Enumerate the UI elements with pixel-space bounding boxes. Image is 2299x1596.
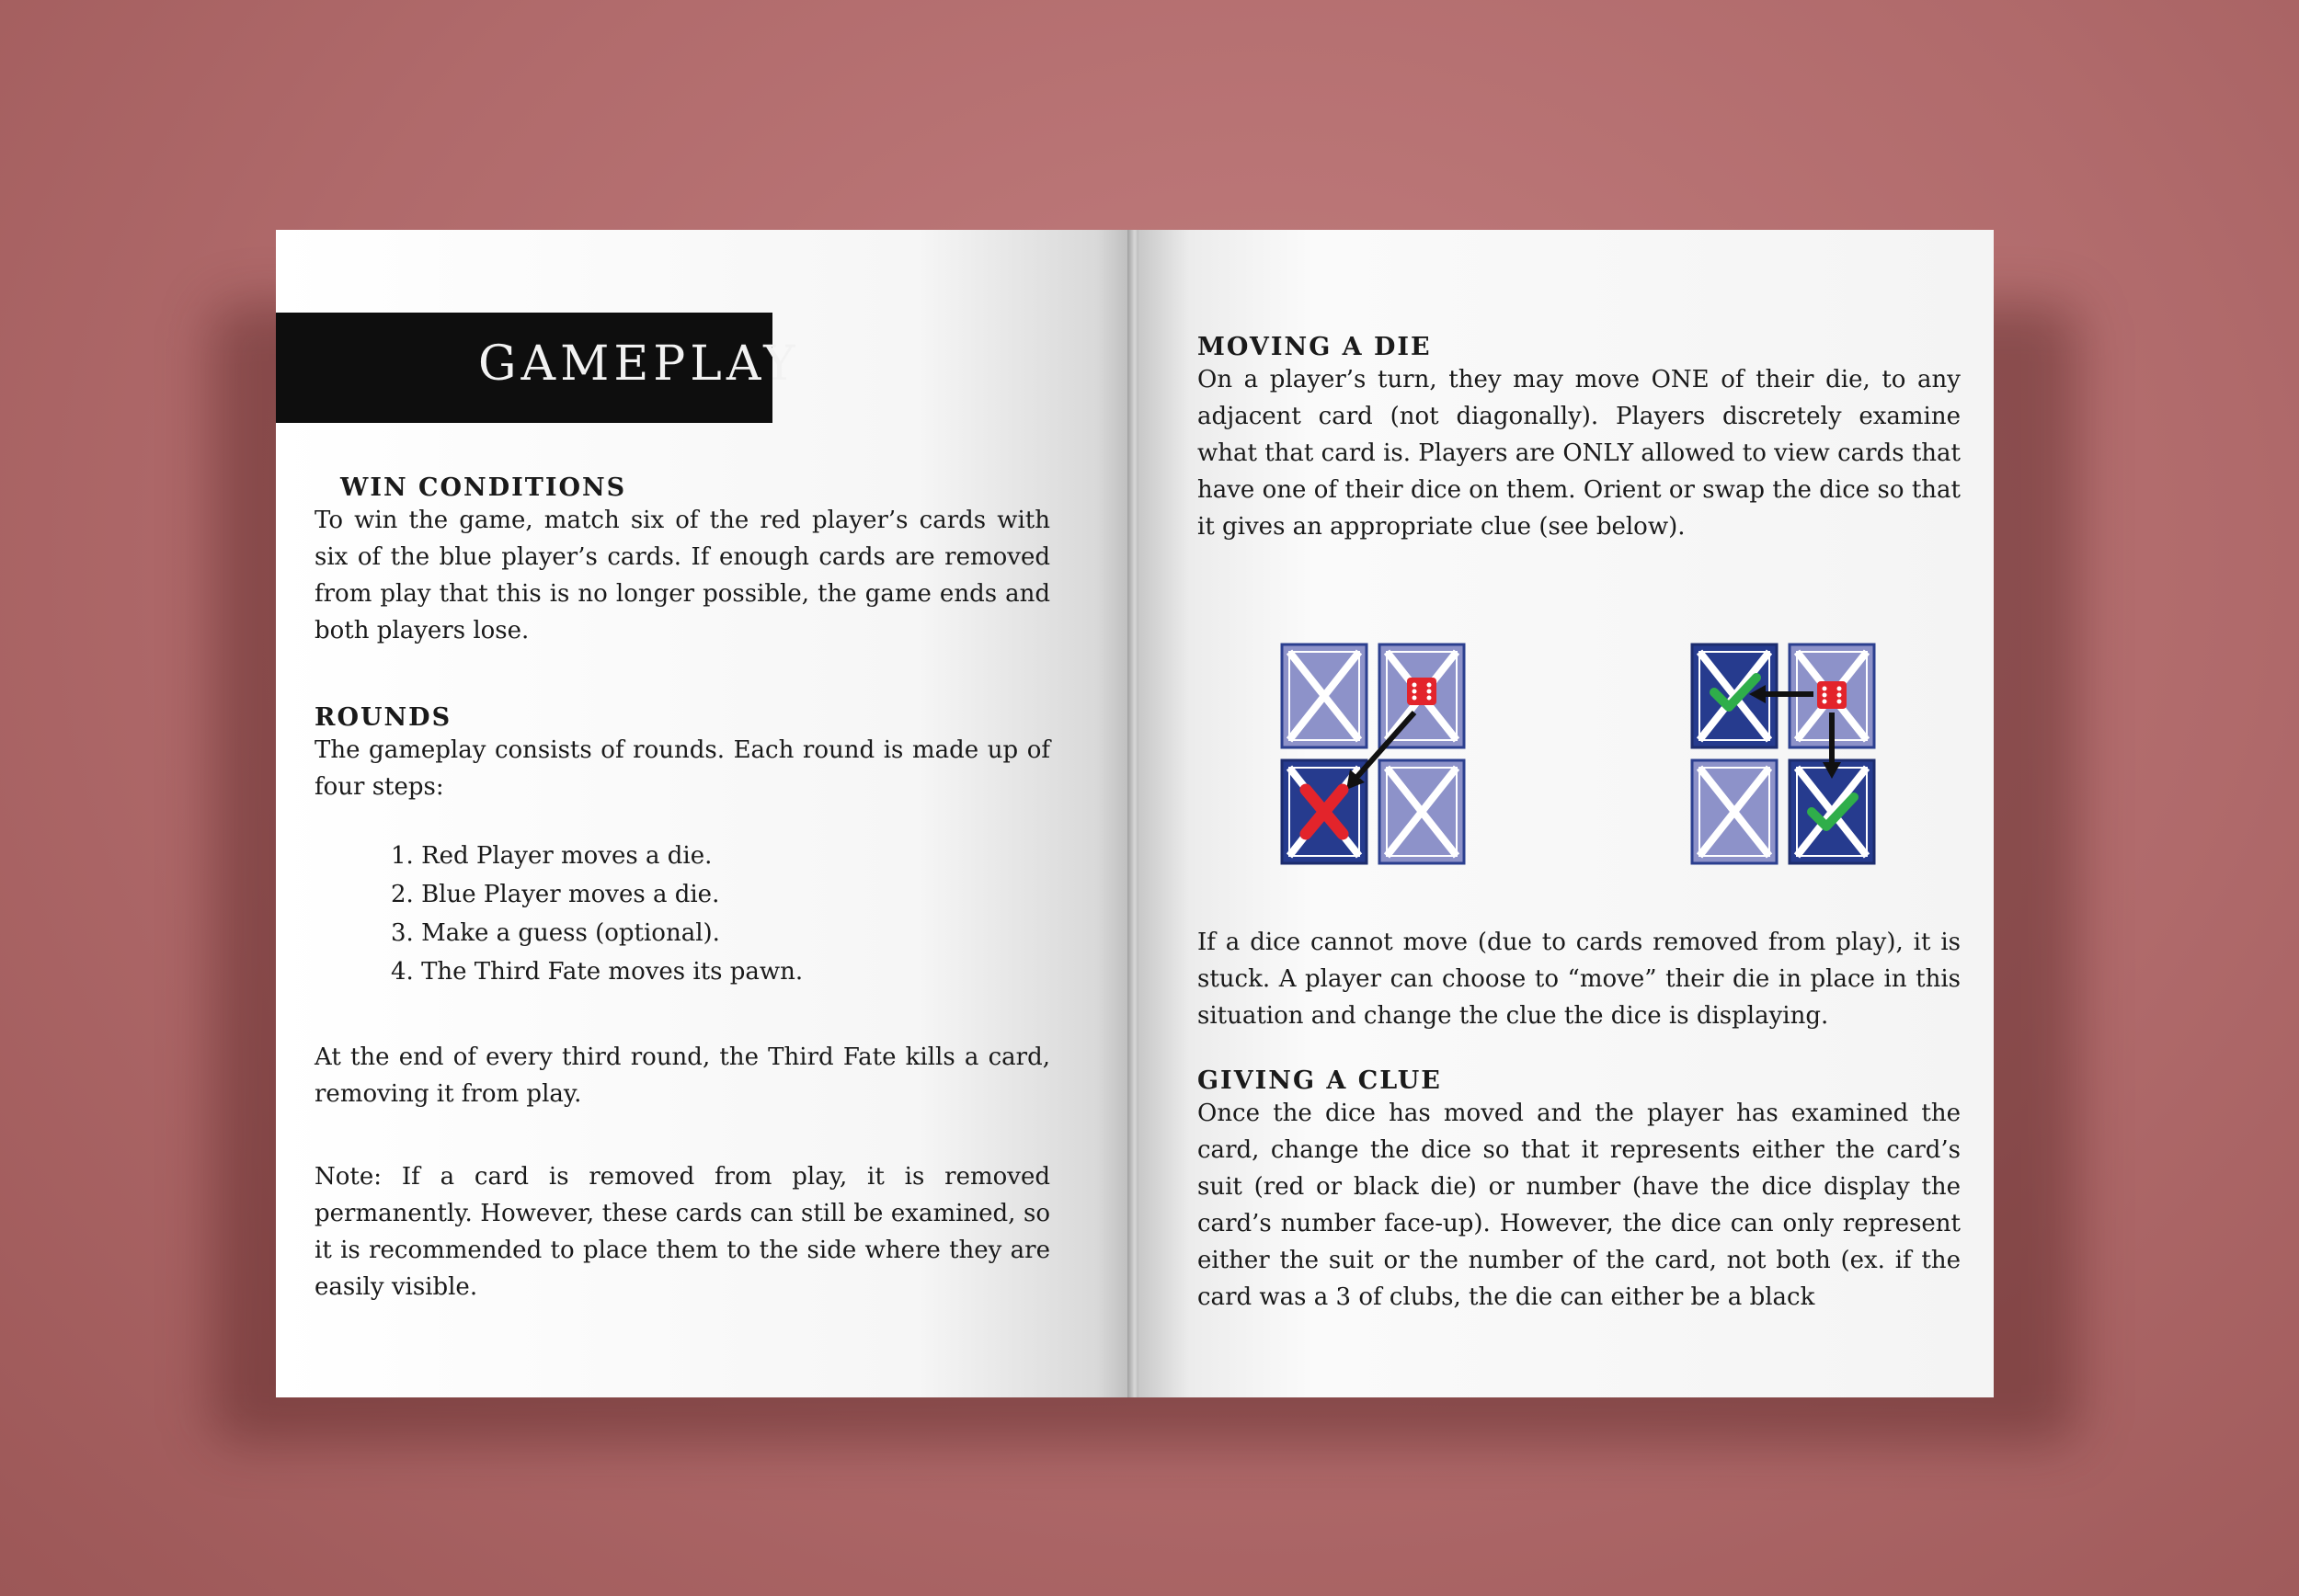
list-item: 2. Blue Player moves a die. bbox=[391, 881, 720, 908]
note-section bbox=[315, 1158, 1050, 1305]
giving-clue-text: Once the dice has moved and the player has examined the card, change the dice so that it represents either the card’s suit (red or black die) or number (have the dice display the card’s number face-up). However, the dice can only represent either the suit or the number of the card, not both (ex. if the card was a 3 of clubs, the die can either be a black bbox=[1197, 1100, 1961, 1311]
giving-clue-heading: GIVING A CLUE bbox=[1197, 1066, 1442, 1095]
rounds-section bbox=[315, 703, 1050, 805]
title-banner bbox=[276, 313, 800, 423]
card bbox=[1692, 760, 1777, 863]
stuck-text: If a dice cannot move (due to cards removed from play), it is stuck. A player can choose to “move” their die in place in this situation and change the clue the dice is displaying. bbox=[1197, 929, 1961, 1030]
rounds-text: The gameplay consists of rounds. Each round is made up of four steps: bbox=[315, 736, 1050, 801]
diagonal-move-figure bbox=[1276, 639, 1479, 878]
card bbox=[1379, 760, 1464, 863]
rounds-heading: ROUNDS bbox=[315, 703, 452, 732]
note-text: Note: If a card is removed from play, it is removed permanently. However, these cards can still be examined, so it is recommended to place them to the side where they are easily visible. bbox=[315, 1163, 1050, 1301]
stuck-section bbox=[1197, 924, 1961, 1034]
third-round-section bbox=[315, 1039, 1050, 1112]
third-round-text: At the end of every third round, the Third Fate kills a card, removing it from play. bbox=[315, 1043, 1050, 1108]
moving-die-section bbox=[1197, 333, 1961, 545]
win-conditions-section bbox=[315, 473, 1050, 649]
left-page bbox=[276, 230, 1131, 1397]
list-item: 1. Red Player moves a die. bbox=[391, 842, 713, 870]
die-icon bbox=[1407, 678, 1436, 705]
giving-clue-section bbox=[1197, 1066, 1961, 1316]
moving-die-heading: MOVING A DIE bbox=[1197, 333, 1432, 361]
die-icon bbox=[1817, 681, 1847, 709]
right-page bbox=[1138, 230, 1994, 1397]
win-conditions-heading: WIN CONDITIONS bbox=[340, 473, 627, 502]
list-item: 4. The Third Fate moves its pawn. bbox=[391, 958, 804, 986]
card bbox=[1282, 644, 1367, 747]
list-item: 3. Make a guess (optional). bbox=[391, 919, 720, 947]
win-conditions-text: To win the game, match six of the red player’s cards with six of the blue player’s cards. If enough cards are removed from play that this is no longer possible, the game ends and both players lose. bbox=[315, 507, 1050, 644]
page-title: GAMEPLAY bbox=[478, 336, 800, 392]
moving-die-text: On a player’s turn, they may move ONE of their die, to any adjacent card (not diagonally). Players discretely examine what that card is. Players are ONLY allowed to view cards that have one of their dice on them. Orient or swap the dice so that it gives an appropriate clue (see below). bbox=[1197, 366, 1961, 541]
round-steps bbox=[391, 837, 1127, 991]
adjacent-move-figure bbox=[1687, 639, 1889, 878]
